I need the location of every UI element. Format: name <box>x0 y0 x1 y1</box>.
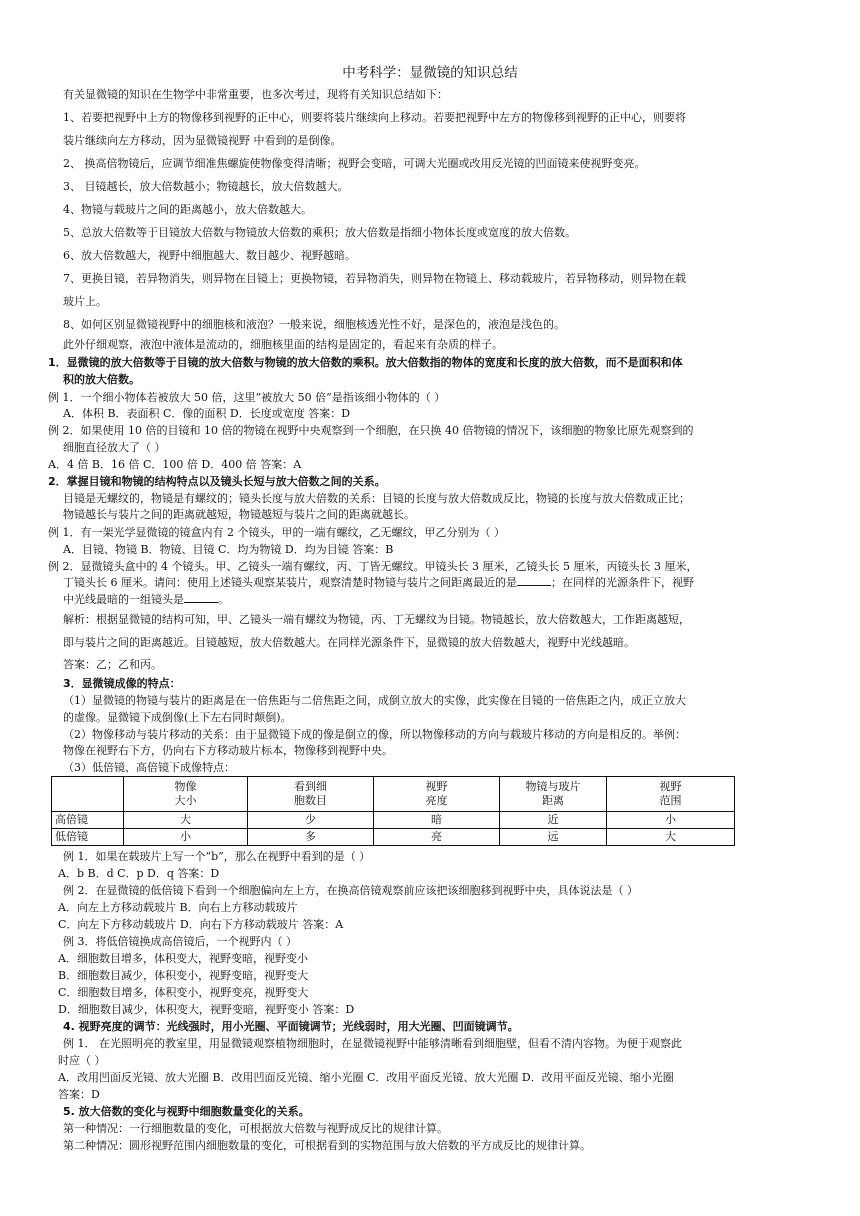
table-cell: 小 <box>607 812 735 829</box>
example-2-2-cont-2 <box>63 591 229 608</box>
document-title: 中考科学：显微镜的知识总结 <box>342 65 518 81</box>
example-3-2: 例 2．在显微镜的低倍镜下看到一个细胞偏向左上方，在换高倍镜观察前应该把该细胞移到视野中央，具体说法是（ ） <box>63 884 638 897</box>
section-3-para-1: （1）显微镜的物镜与装片的距离是在一倍焦距与二倍焦距之间，成倒立放大的实像，此实像在目镜的一倍焦距之内，成正立放大 <box>63 694 686 707</box>
point-5: 5、总放大倍数等于目镜放大倍数与物镜放大倍数的乘积；放大倍数是指细小物体长度或宽度的放大倍数。 <box>63 226 576 239</box>
answer-line: 答案：乙；乙和丙。 <box>63 658 162 671</box>
point-1-line-2: 装片继续向左方移动，因为显微镜视野 中看到的是倒像。 <box>63 134 342 147</box>
section-2-para-2: 物镜越长与装片之间的距离就越短，物镜越短与装片之间的距离就越长。 <box>63 508 415 521</box>
example-4-1: 例 1． 在光照明亮的教室里，用显微镜观察植物细胞时，在显微镜视野中能够清晰看到细胞壁，但看不清内容物。为便于观察此 <box>63 1037 682 1050</box>
table-cell: 远 <box>500 829 607 846</box>
point-6: 6、放大倍数越大，视野中细胞越大、数目越少、视野越暗。 <box>63 249 356 262</box>
table-cell: 少 <box>248 812 374 829</box>
point-1-line-1: 1、若要把视野中上方的物像移到视野的正中心，则要将装片继续向上移动。若要把视野中左方的物像移到视野的正中心，则要将 <box>63 111 686 124</box>
example-3-3: 例 3．将低倍镜换成高倍镜后，一个视野内（ ） <box>63 935 297 948</box>
example-3-1: 例 1．如果在载玻片上写一个“b”，那么在视野中看到的是（ ） <box>63 850 371 863</box>
example-3-2-options-2: C．向左下方移动载玻片 D．向右下方移动载玻片 答案：A <box>58 918 344 931</box>
intro-text: 有关显微镜的知识在生物学中非常重要，也多次考过，现将有关知识总结如下： <box>63 88 448 101</box>
section-1-heading: 1．显微镜的放大倍数等于目镜的放大倍数与物镜的放大倍数的乘积。放大倍数指的物体的宽度和长度的放大倍数，而不是面积和体 <box>48 356 683 369</box>
analysis-line-2: 即与装片之间的距离越近。目镜越短，放大倍数越大。在同样光源条件下，显微镜的放大倍数越大，视野中光线越暗。 <box>63 636 635 649</box>
example-1-2-cont: 细胞直径放大了（ ） <box>63 441 166 454</box>
example-2-2-text-c: 中光线最暗的一组镜头是 <box>63 593 184 606</box>
section-5-heading: 5. 放大倍数的变化与视野中细胞数量变化的关系。 <box>63 1105 310 1118</box>
point-4: 4、物镜与载玻片之间的距离越小，放大倍数越大。 <box>63 203 312 216</box>
section-3-para-2: （2）物像移动与装片移动的关系：由于显微镜下成的像是倒立的像，所以物像移动的方向与载玻片移动的方向是相反的。举例： <box>63 728 686 741</box>
table-cell: 亮 <box>374 829 500 846</box>
example-3-1-options: A．b B．d C．p D．q 答案：D <box>58 867 220 880</box>
example-1-1-options: A．体积 B．表面积 C．像的面积 D．长度或宽度 答案：D <box>63 407 351 420</box>
section-2-heading: 2．掌握目镜和物镜的结构特点以及镜头长短与放大倍数之间的关系。 <box>48 475 386 488</box>
example-2-2-cont <box>63 574 694 591</box>
table-header-cell: 物像 大小 <box>124 777 248 812</box>
point-7-line-2: 玻片上。 <box>63 295 107 308</box>
section-4-heading: 4. 视野亮度的调节：光线强时，用小光圈、平面镜调节；光线弱时，用大光圈、凹面镜调节。 <box>63 1020 519 1033</box>
example-2-2-text-d: 。 <box>218 593 229 606</box>
table-header-cell <box>52 777 124 812</box>
comparison-table <box>51 776 735 846</box>
section-1-heading-cont: 积的放大倍数。 <box>63 373 140 386</box>
table-header-cell: 看到细 胞数目 <box>248 777 374 812</box>
answer-blank-2 <box>184 591 218 603</box>
section-3-para-3: （3）低倍镜、高倍镜下成像特点： <box>63 761 235 774</box>
example-2-1-options: A．目镜、物镜 B．物镜、目镜 C．均为物镜 D．均为目镜 答案：B <box>63 543 394 556</box>
example-1-1: 例 1．一个细小物体若被放大 50 倍，这里“被放大 50 倍”是指该细小物体的（ ） <box>48 391 446 404</box>
table-cell: 近 <box>500 812 607 829</box>
table-cell: 低倍镜 <box>52 829 124 846</box>
example-1-2-options: A．4 倍 B．16 倍 C．100 倍 D．400 倍 答案：A <box>48 458 302 471</box>
section-5-para-2: 第二种情况：圆形视野范围内细胞数量的变化，可根据看到的实物范围与放大倍数的平方成反比的规律计算。 <box>63 1139 591 1152</box>
section-3-heading: 3．显微镜成像的特点： <box>63 677 181 690</box>
table-row <box>52 829 735 846</box>
table-cell: 高倍镜 <box>52 812 124 829</box>
table-row <box>52 812 735 829</box>
example-2-2-text-b: ；在同样的光源条件下，视野 <box>551 576 694 589</box>
point-9: 此外仔细观察，液泡中液体是流动的，细胞核里面的结构是固定的，看起来有杂质的样子。 <box>63 338 503 351</box>
point-2: 2、 换高倍物镜后，应调节细准焦螺旋使物像变得清晰；视野会变暗，可调大光圈或改用反光镜的凹面镜来使视野变亮。 <box>63 157 646 170</box>
table-header-cell: 视野 亮度 <box>374 777 500 812</box>
section-5-para-1: 第一种情况：一行细胞数量的变化，可根据放大倍数与视野成反比的规律计算。 <box>63 1122 448 1135</box>
table-header-cell: 视野 范围 <box>607 777 735 812</box>
example-3-3-option-c: C．细胞数目增多，体积变小，视野变亮，视野变大 <box>58 986 309 999</box>
section-3-para-2-cont: 物像在视野右下方，仍向右下方移动玻片标本，物像移到视野中央。 <box>63 744 393 757</box>
example-2-2-text-a: 丁镜头长 6 厘米。请问：使用上述镜头观察某装片，观察清楚时物镜与装片之间距离最近的是 <box>63 576 517 589</box>
table-cell: 暗 <box>374 812 500 829</box>
example-2-1: 例 1．有一架光学显微镜的镜盒内有 2 个镜头，甲的一端有螺纹，乙无螺纹，甲乙分别为（ ） <box>48 526 505 539</box>
point-7-line-1: 7、更换目镜，若异物消失，则异物在目镜上；更换物镜，若异物消失，则异物在物镜上、移动载玻片，若异物移动，则异物在载 <box>63 272 686 285</box>
example-1-2: 例 2．如果使用 10 倍的目镜和 10 倍的物镜在视野中央观察到一个细胞，在只换 40 倍物镜的情况下，该细胞的物象比原先观察到的 <box>48 424 694 437</box>
point-8: 8、如何区别显微镜视野中的细胞核和液泡？一般来说，细胞核透光性不好，是深色的，液泡是浅色的。 <box>63 318 565 331</box>
example-3-2-options-1: A．向左上方移动载玻片 B．向右上方移动载玻片 <box>58 901 298 914</box>
table-cell: 小 <box>124 829 248 846</box>
example-4-1-options: A．改用凹面反光镜、放大光圈 B．改用凹面反光镜、缩小光圈 C．改用平面反光镜、放大光圈 D．改用平面反光镜、缩小光圈 <box>58 1071 674 1084</box>
section-2-para-1: 目镜是无螺纹的，物镜是有螺纹的；镜头长度与放大倍数的关系：目镜的长度与放大倍数成反比，物镜的长度与放大倍数成正比； <box>63 492 690 505</box>
point-3: 3、 目镜越长，放大倍数越小；物镜越长，放大倍数越大。 <box>63 180 349 193</box>
table-cell: 大 <box>124 812 248 829</box>
example-4-1-cont: 时应（ ） <box>58 1054 106 1067</box>
section-3-para-1-cont: 的虚像。显微镜下成倒像(上下左右同时颠倒)。 <box>63 711 292 724</box>
table-cell: 大 <box>607 829 735 846</box>
example-3-3-option-b: B．细胞数目减少，体积变小，视野变暗，视野变大 <box>58 969 309 982</box>
example-4-1-answer: 答案：D <box>58 1088 100 1101</box>
table-header-cell: 物镜与玻片 距离 <box>500 777 607 812</box>
example-3-3-option-a: A．细胞数目增多，体积变大，视野变暗，视野变小 <box>58 952 308 965</box>
example-3-3-option-d: D．细胞数目减少，体积变大，视野变暗，视野变小 答案：D <box>58 1003 355 1016</box>
answer-blank-1 <box>517 574 551 586</box>
example-2-2: 例 2．显微镜头盒中的 4 个镜头。甲、乙镜头一端有螺纹，丙、丁皆无螺纹。甲镜头长 3 厘米，乙镜头长 5 厘米，丙镜头长 3 厘米， <box>48 560 698 573</box>
analysis-line-1: 解析：根据显微镜的结构可知，甲、乙镜头一端有螺纹为物镜，丙、丁无螺纹为目镜。物镜越长，放大倍数越大，工作距离越短， <box>63 613 690 626</box>
table-cell: 多 <box>248 829 374 846</box>
table-header-row <box>52 777 735 812</box>
